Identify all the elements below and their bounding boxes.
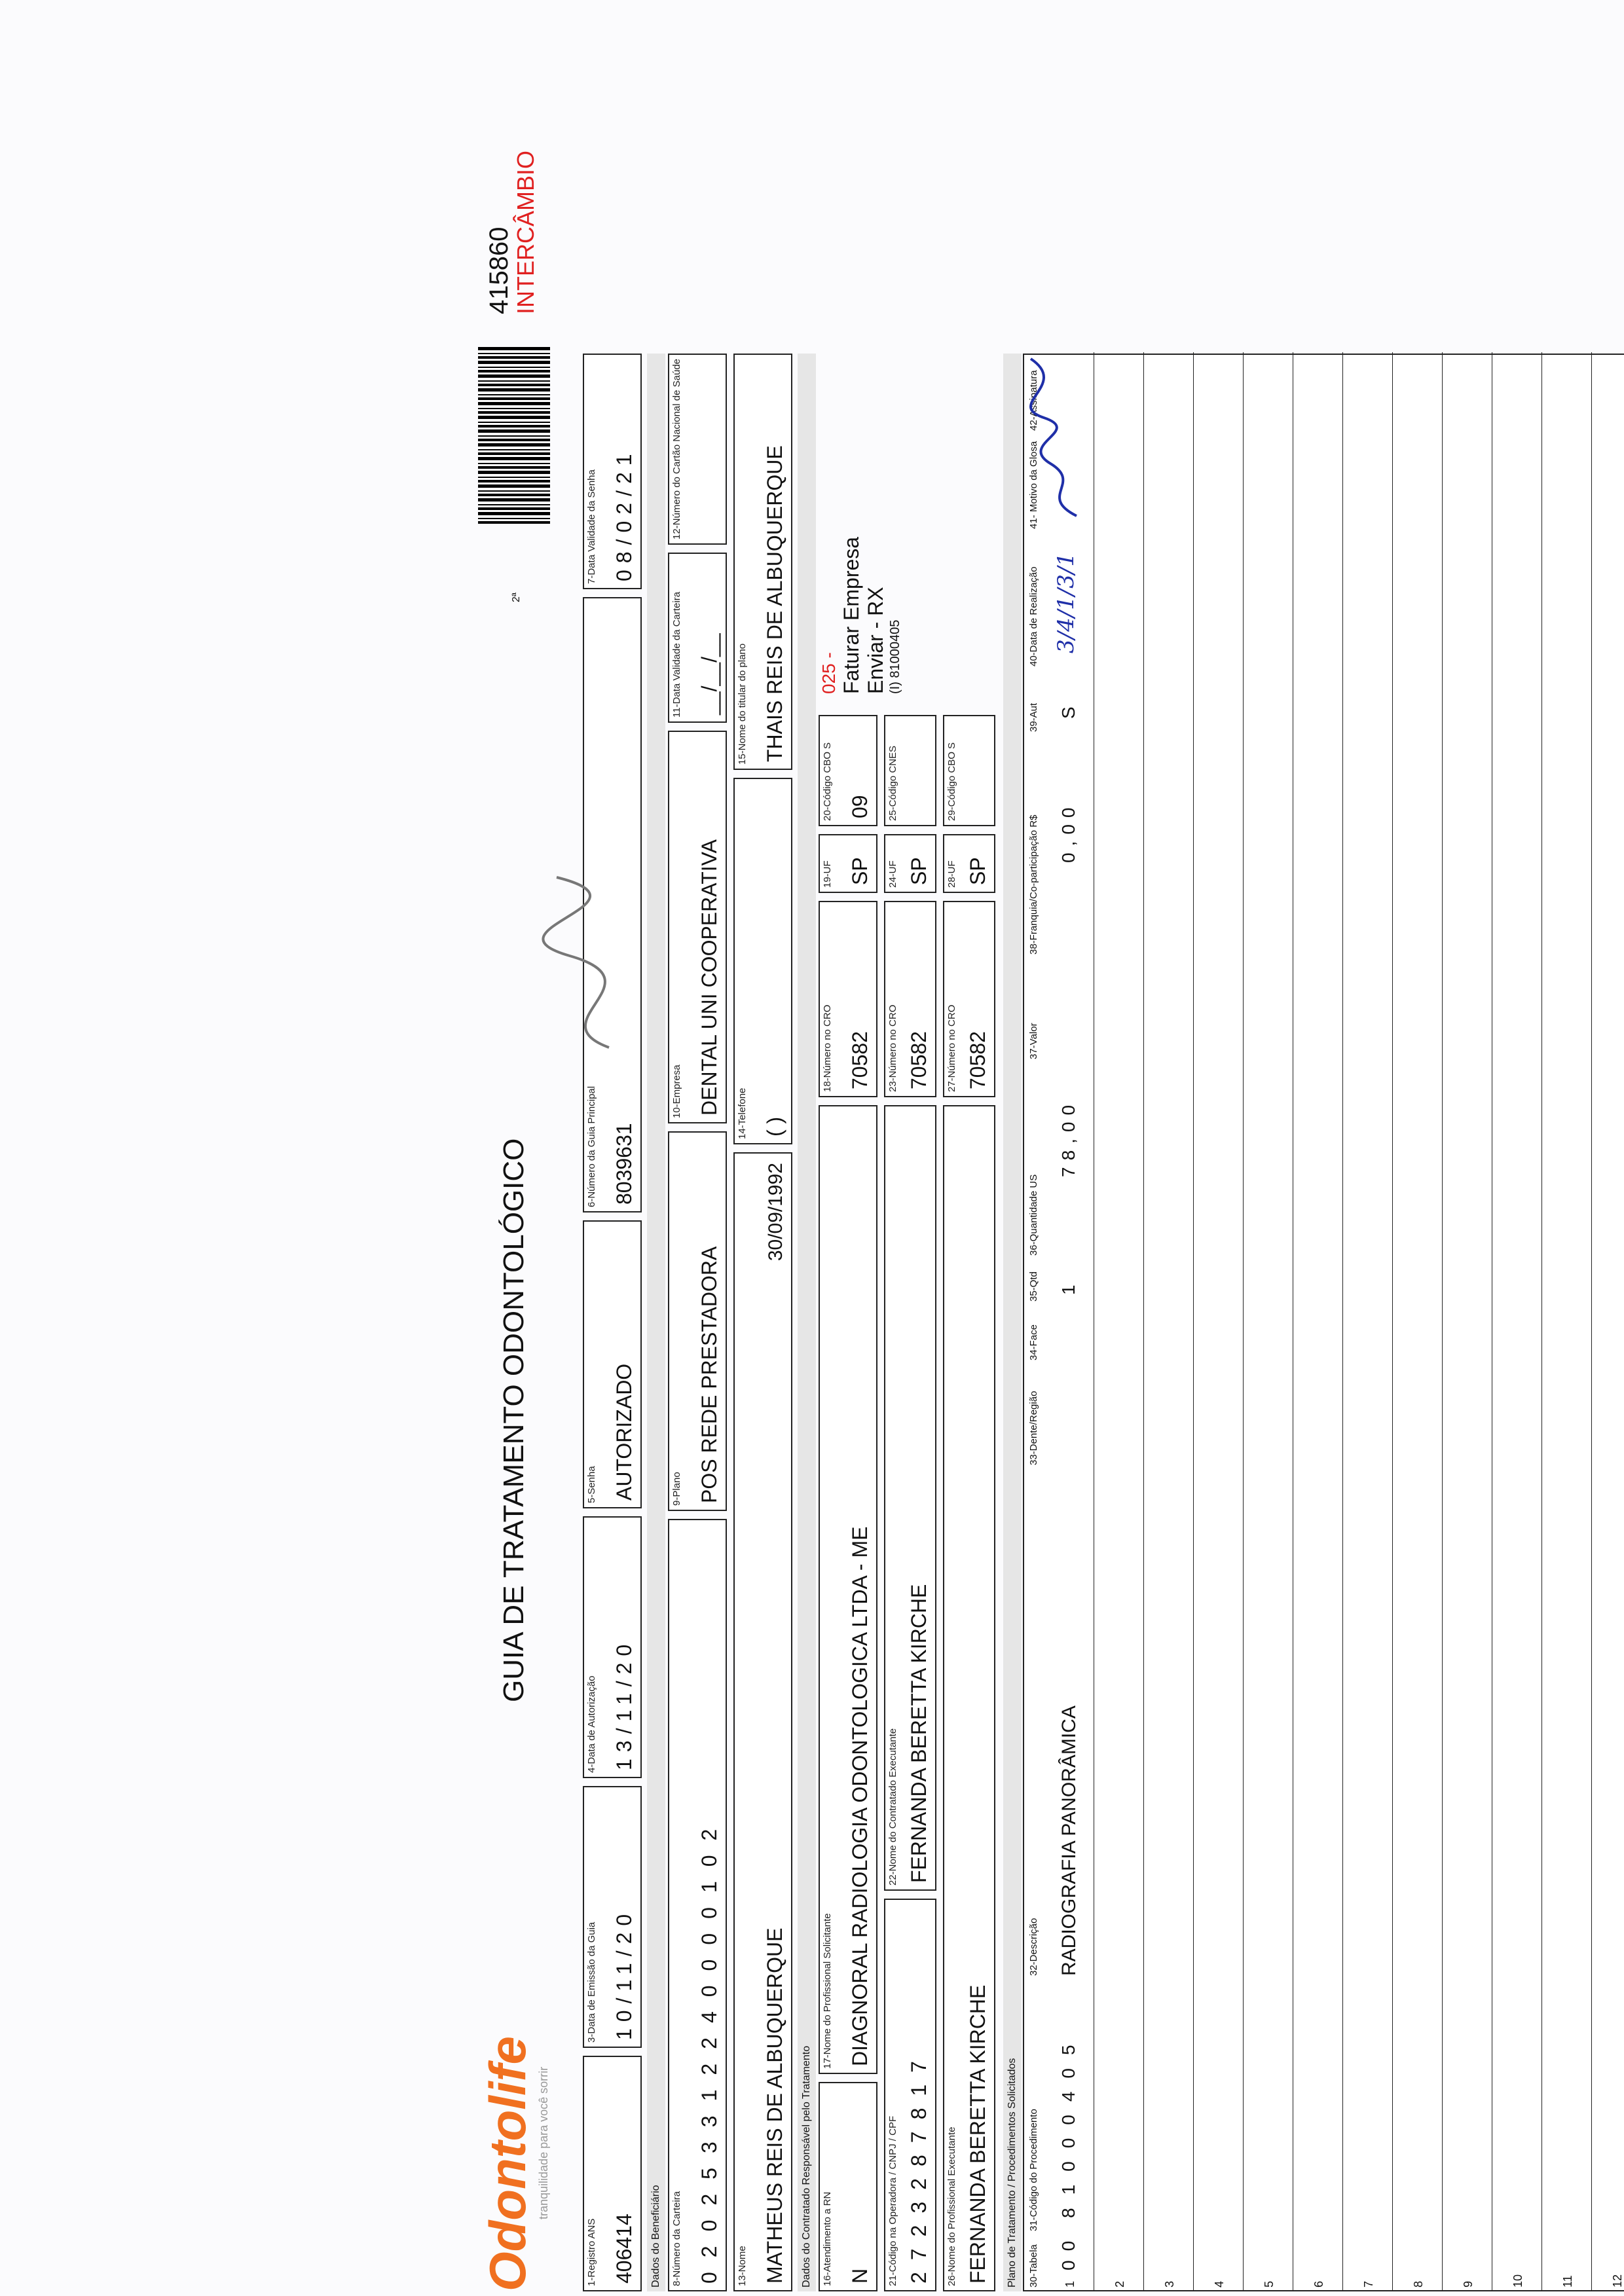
field-uf-contratado: 24-UF SP	[884, 834, 936, 893]
field-data-emissao: 3-Data de Emissão da Guia 10/11/20	[583, 1786, 642, 2048]
aut-value: S	[1058, 706, 1079, 719]
procedure-row: 4	[1193, 352, 1244, 2290]
field-validade-carteira: 11-Data Validade da Carteira __/__/__	[668, 553, 727, 723]
procedures-table	[1023, 354, 1624, 2291]
procedure-row: 1	[1044, 352, 1094, 2290]
guide-number: 415860	[485, 227, 513, 314]
page-title: GUIA DE TRATAMENTO ODONTOLÓGICO	[498, 1138, 530, 1702]
field-cbo-solicitante: 20-Código CBO S 09	[819, 715, 877, 826]
procedure-row: 11	[1541, 352, 1592, 2290]
faturar-code: 025 -	[819, 652, 839, 694]
ref-text: (I) 81000405	[888, 619, 902, 694]
procedure-row: 7	[1342, 352, 1393, 2290]
num-carteira-value: 020253312240000102	[697, 1814, 721, 2284]
data-autorizacao-value: 13/11/20	[612, 1637, 636, 1770]
field-cartao-nacional: 12-Número do Cartão Nacional de Saúde	[668, 354, 727, 545]
qtd-value: 1	[1058, 1285, 1079, 1295]
nome-value: MATHEUS REIS DE ALBUQUERQUE	[763, 1927, 786, 2284]
signature-grey	[530, 864, 681, 1061]
field-cro-contratado: 23-Número no CRO 70582	[884, 901, 936, 1097]
procedure-row-1-values	[1044, 352, 1094, 2290]
validade-carteira-value: __/__/__	[697, 633, 721, 715]
barcode	[478, 347, 550, 524]
field-validade-senha: 7-Data Validade da Senha 08/02/21	[583, 354, 642, 589]
field-nome-contratado: 22-Nome do Contratado Executante FERNANDA BERETTA KIRCHE	[884, 1105, 936, 1891]
procedure-row: 6	[1293, 352, 1343, 2290]
procedure-row: 8	[1392, 352, 1443, 2290]
cro-solicitante-value: 70582	[848, 1031, 872, 1089]
nome-contratado-value: FERNANDA BERETTA KIRCHE	[907, 1584, 931, 1883]
section-contratado: Dados do Contratado Responsável pelo Tratamento	[798, 354, 816, 2291]
field-data-autorizacao: 4-Data de Autorização 13/11/20	[583, 1516, 642, 1778]
field-num-guia-principal: 6-Número da Guia Principal 8039631	[583, 597, 642, 1212]
descricao-value: RADIOGRAFIA PANORÂMICA	[1058, 1705, 1080, 1976]
dental-treatment-guide-form	[471, 46, 1624, 2291]
field-num-carteira: 8-Número da Carteira 020253312240000102	[668, 1519, 727, 2291]
validade-senha-value: 08/02/21	[612, 447, 636, 581]
uf-contratado-value: SP	[907, 857, 931, 885]
atendimento-rn-value: N	[848, 2268, 872, 2284]
procedure-row: 3	[1143, 352, 1194, 2290]
faturar-text: Faturar Empresa	[840, 536, 863, 694]
procedure-row: 10	[1492, 352, 1542, 2290]
data-emissao-value: 10/11/20	[612, 1907, 636, 2040]
field-registro-ans: 1-Registro ANS 406414	[583, 2056, 642, 2291]
titular-value: THAIS REIS DE ALBUQUERQUE	[763, 445, 786, 762]
cro-contratado-value: 70582	[907, 1031, 931, 1089]
logo-tagline: tranquilidade para você sorrir	[537, 2066, 550, 2219]
field-senha: 5-Senha AUTORIZADO	[583, 1220, 642, 1508]
field-plano: 9-Plano POS REDE PRESTADORA	[668, 1131, 727, 1511]
exchange-label: INTERCÂMBIO	[512, 150, 539, 314]
procedure-row: 9	[1442, 352, 1492, 2290]
field-prof-executante: 26-Nome do Profissional Executante FERNANDA BERETTA KIRCHE	[943, 1105, 995, 2291]
empresa-value: DENTAL UNI COOPERATIVA	[697, 839, 721, 1116]
valor-value: 0,00	[1058, 801, 1079, 863]
section-beneficiario: Dados do Beneficiário	[647, 354, 665, 2291]
signature-row-1	[1024, 352, 1096, 522]
procedure-row: 5	[1243, 352, 1293, 2290]
logo-text: Odontolife	[479, 2036, 536, 2291]
uf-solicitante-value: SP	[848, 857, 872, 885]
registro-ans-value: 406414	[612, 2214, 636, 2284]
field-cod-operadora: 21-Código na Operadora / CNPJ / CPF 2723287817	[884, 1899, 936, 2291]
logo	[471, 1925, 563, 2291]
uf-executante-value: SP	[966, 857, 989, 885]
plano-value: POS REDE PRESTADORA	[697, 1246, 721, 1503]
cro-executante-value: 70582	[966, 1031, 989, 1089]
qtd-us-value: 78,00	[1058, 1098, 1079, 1177]
cod-operadora-value: 2723287817	[907, 2049, 931, 2284]
procedure-row: 12	[1591, 352, 1624, 2290]
codigo-value: 81000405	[1058, 2032, 1079, 2218]
field-nome: 13-Nome MATHEUS REIS DE ALBUQUERQUE 30/09/1992	[733, 1152, 792, 2291]
field-prof-solicitante: 17-Nome do Profissional Solicitante DIAGNORAL RADIOLOGIA ODONTOLOGICA LTDA - ME	[819, 1105, 877, 2074]
prof-executante-value: FERNANDA BERETTA KIRCHE	[966, 1984, 989, 2284]
data-realizacao-value: 3/4/1/3/1	[1053, 553, 1079, 653]
faturamento-note	[819, 354, 989, 694]
field-telefone: 14-Telefone ( )	[733, 778, 792, 1144]
section-procedimentos: Plano de Tratamento / Procedimentos Solicitados	[1003, 354, 1022, 2291]
tabela-value: 00	[1058, 2231, 1079, 2270]
telefone-value: ( )	[763, 1116, 786, 1137]
via-number: 2ª	[511, 592, 522, 602]
field-uf-executante: 28-UF SP	[943, 834, 995, 893]
field-titular: 15-Nome do titular do plano THAIS REIS DE ALBUQUERQUE	[733, 354, 792, 770]
field-uf-solicitante: 19-UF SP	[819, 834, 877, 893]
senha-value: AUTORIZADO	[612, 1363, 636, 1501]
enviar-text: Enviar - RX	[864, 587, 887, 694]
nascimento-value: 30/09/1992	[765, 1163, 786, 1262]
field-empresa: 10-Empresa DENTAL UNI COOPERATIVA	[668, 731, 727, 1123]
procedure-row: 2	[1094, 352, 1144, 2290]
cbo-solicitante-value: 09	[848, 795, 872, 818]
field-atendimento-rn: 16-Atendimento a RN N	[819, 2082, 877, 2291]
field-cro-solicitante: 18-Número no CRO 70582	[819, 901, 877, 1097]
field-cro-executante: 27-Número no CRO 70582	[943, 901, 995, 1097]
prof-solicitante-value: DIAGNORAL RADIOLOGIA ODONTOLOGICA LTDA - ME	[848, 1526, 872, 2066]
field-cnes: 25-Código CNES	[884, 715, 936, 826]
field-cbo-executante: 29-Código CBO S	[943, 715, 995, 826]
procedures-header: 30-Tabela 31-Código do Procedimento 32-Descrição 33-Dente/Região 34-Face 35-Qtd 36-Quantidade US 37-Valor 38-Franquia/Co-participação R$ 39-Aut 40-Data de Realização 41- Motivo da Glosa 42-Assinatura	[1028, 370, 1039, 2287]
num-guia-value: 8039631	[612, 1123, 636, 1205]
